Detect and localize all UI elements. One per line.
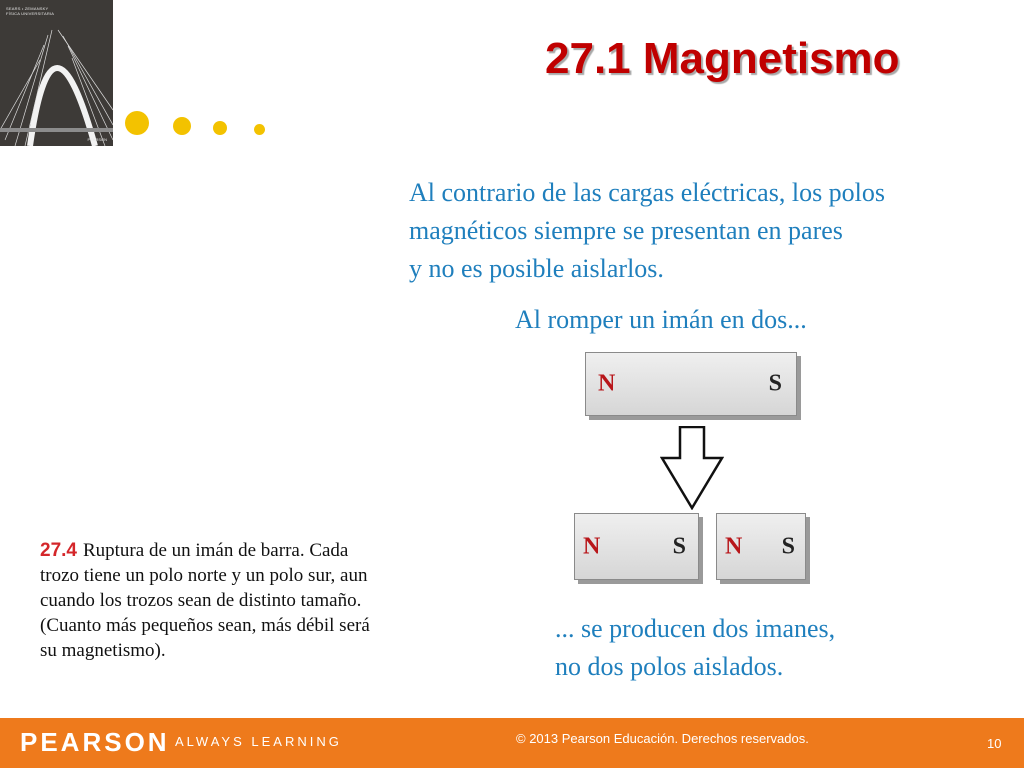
book-cover-title-line2: FÍSICA UNIVERSITARIA xyxy=(6,11,55,16)
down-arrow-icon xyxy=(660,426,724,510)
figure-caption xyxy=(40,538,450,663)
decor-dot-2 xyxy=(173,117,191,135)
page-number: 10 xyxy=(987,736,1002,751)
figure-number: 27.4 xyxy=(40,540,77,561)
closing-line: no dos polos aislados. xyxy=(555,652,784,681)
south-pole-label: S xyxy=(768,370,782,397)
caption-text: Ruptura de un imán de barra. Cada xyxy=(82,540,349,561)
caption-line: trozo tiene un polo norte y un polo sur, aun xyxy=(40,565,368,586)
south-pole-label: S xyxy=(672,533,686,559)
north-pole-label: N xyxy=(583,533,601,559)
intro-paragraph xyxy=(409,174,1009,288)
pearson-logo: PEARSON xyxy=(20,727,170,757)
intro-line: Al contrario de las cargas eléctricas, los polos xyxy=(409,178,886,207)
slide-title: 27.1 Magnetismo xyxy=(545,34,900,83)
bar-magnet-whole xyxy=(585,352,797,416)
book-cover-title xyxy=(6,6,106,16)
caption-line: (Cuanto más pequeños sean, más débil será xyxy=(40,615,370,636)
footer-tagline: ALWAYS LEARNING xyxy=(175,734,342,749)
book-cover-title-line1: SEARS • ZEMANSKY xyxy=(6,6,49,11)
footer-bar xyxy=(0,718,1024,768)
north-pole-label: N xyxy=(725,533,743,559)
caption-line xyxy=(40,538,450,563)
decor-dot-3 xyxy=(213,121,227,135)
book-cover-publisher: PEARSON xyxy=(87,137,107,142)
decor-dot-4 xyxy=(254,124,265,135)
caption-line: su magnetismo). xyxy=(40,640,166,661)
north-pole-label: N xyxy=(598,370,616,397)
caption-line: cuando los trozos sean de distinto tamaño. xyxy=(40,590,362,611)
figure-closing-text xyxy=(555,610,835,686)
figure-lead-text: Al romper un imán en dos... xyxy=(515,305,807,334)
closing-line: ... se producen dos imanes, xyxy=(555,614,836,643)
intro-line: magnéticos siempre se presentan en pares xyxy=(409,216,843,245)
copyright-text: © 2013 Pearson Educación. Derechos reservados. xyxy=(516,731,809,746)
south-pole-label: S xyxy=(781,533,795,559)
bridge-illustration xyxy=(0,0,113,146)
book-cover-image xyxy=(0,0,113,146)
decor-dot-1 xyxy=(125,111,149,135)
intro-line: y no es posible aislarlos. xyxy=(409,254,664,283)
bar-magnet-right-half xyxy=(716,513,806,580)
bar-magnet-left-half xyxy=(574,513,699,580)
